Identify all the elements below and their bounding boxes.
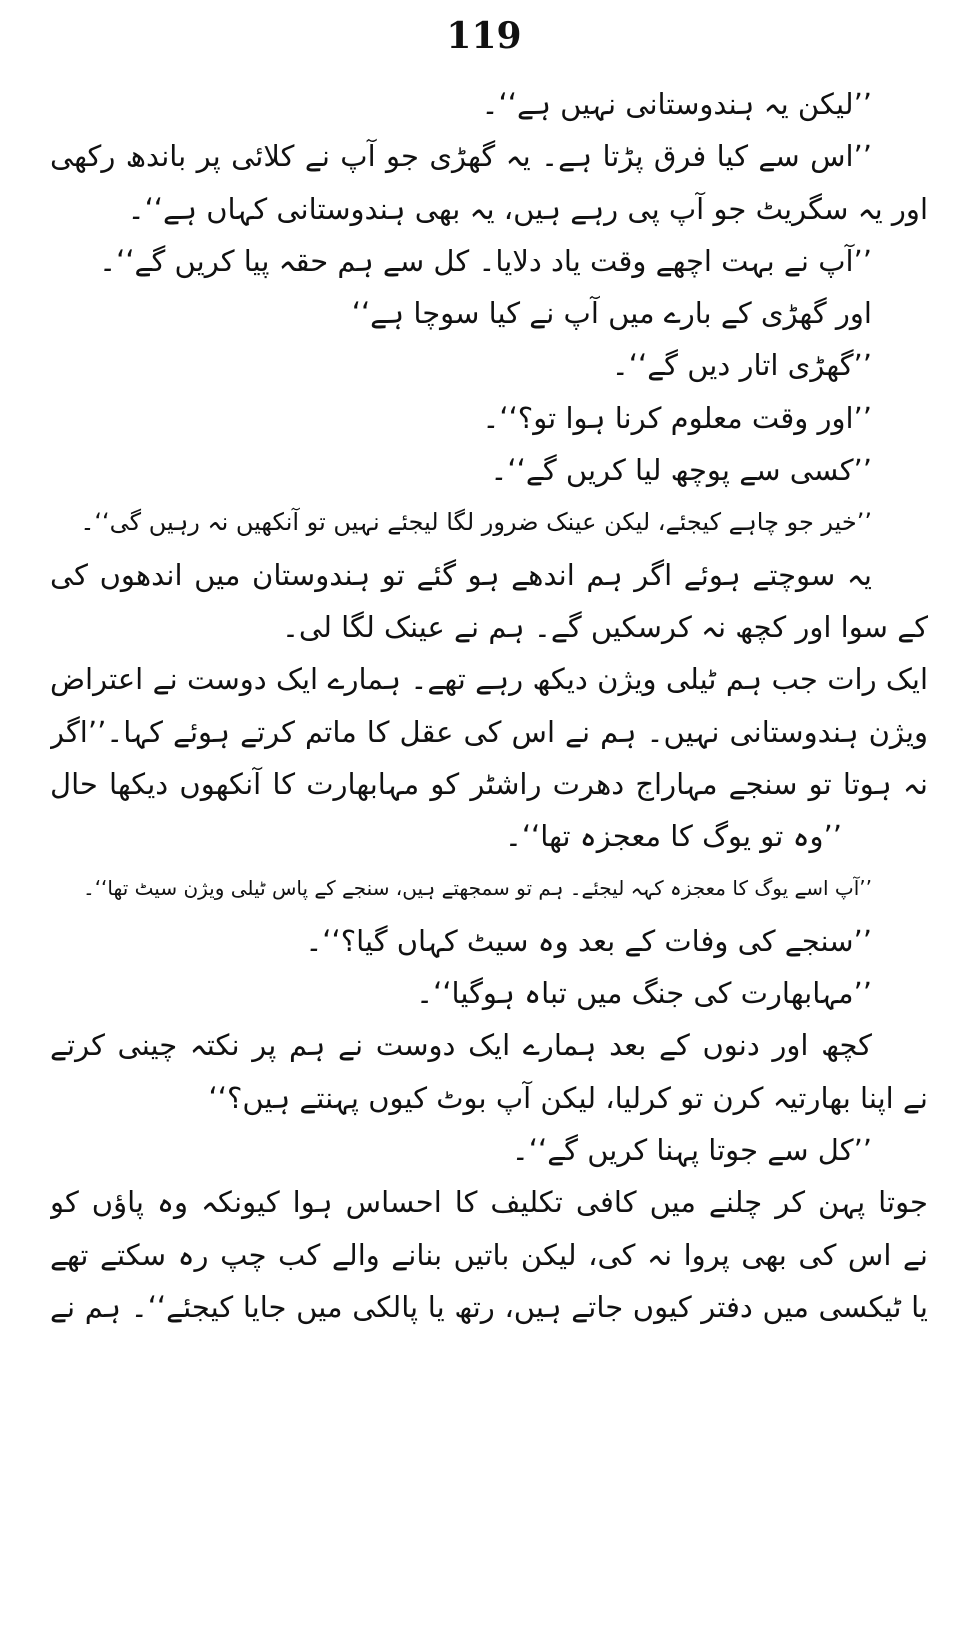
text-line: جوتا پہن کر چلنے میں کافی تکلیف کا احساس ہوا کیونکہ وہ پاؤں کو [50, 1185, 928, 1220]
text-line: یہ سوچتے ہوئے اگر ہم اندھے ہو گئے تو ہندوستان میں اندھوں کی [50, 557, 872, 592]
page-number: 119 [446, 15, 522, 57]
text-line: یا ٹیکسی میں دفتر کیوں جاتے ہیں، رتھ یا پالکی میں جایا کیجئے‘‘۔ ہم نے [50, 1289, 928, 1324]
text-line: کچھ اور دنوں کے بعد ہمارے ایک دوست نے ہم پر نکتہ چینی کرتے [50, 1028, 872, 1063]
text-line: ’’سنجے کی وفات کے بعد وہ سیٹ کہاں گیا؟‘‘۔ [305, 923, 872, 958]
text-line: ’’خیر جو چاہے کیجئے، لیکن عینک ضرور لگا لیجئے نہیں تو آنکھیں نہ رہیں گی‘‘۔ [80, 508, 872, 537]
text-line: ’’کل سے جوتا پہنا کریں گے‘‘۔ [511, 1132, 872, 1167]
text-line: ’’آپ اسے یوگ کا معجزہ کہہ لیجئے۔ ہم تو سمجھتے ہیں، سنجے کے پاس ٹیلی ویژن سیٹ تھا‘‘۔ [82, 876, 872, 901]
text-line: اور گھڑی کے بارے میں آپ نے کیا سوچا ہے‘‘ [351, 296, 872, 331]
text-line: نے اس کی بھی پروا نہ کی، لیکن باتیں بنانے والے کب چپ رہ سکتے تھے [50, 1237, 928, 1272]
text-line: ’’لیکن یہ ہندوستانی نہیں ہے‘‘۔ [481, 87, 872, 121]
text-line: ’’اس سے کیا فرق پڑتا ہے۔ یہ گھڑی جو آپ نے کلائی پر باندھ رکھی [50, 139, 872, 174]
text-line: ’’وہ تو یوگ کا معجزہ تھا‘‘۔ [504, 819, 842, 854]
text-line: ایک رات جب ہم ٹیلی ویژن دیکھ رہے تھے۔ ہمارے ایک دوست نے اعتراض [50, 662, 928, 697]
text-line: ’’آپ نے بہت اچھے وقت یاد دلایا۔ کل سے ہم حقہ پیا کریں گے‘‘۔ [99, 243, 872, 278]
text-line: ’’کسی سے پوچھ لیا کریں گے‘‘۔ [490, 453, 872, 488]
body-text [50, 78, 928, 1333]
text-line: نے اپنا بھارتیہ کرن تو کرلیا، لیکن آپ بوٹ کیوں پہنتے ہیں؟‘‘ [208, 1080, 928, 1115]
text-line: کے سوا اور کچھ نہ کرسکیں گے۔ ہم نے عینک لگا لی۔ [281, 609, 928, 644]
text-line: ’’گھڑی اتار دیں گے‘‘۔ [611, 348, 872, 383]
text-line: اور یہ سگریٹ جو آپ پی رہے ہیں، یہ بھی ہندوستانی کہاں ہے‘‘۔ [127, 191, 928, 226]
text-line: ’’اور وقت معلوم کرنا ہوا تو؟‘‘۔ [482, 400, 872, 435]
text-line: نہ ہوتا تو سنجے مہاراج دھرت راشٹر کو مہابھارت کا آنکھوں دیکھا حال [50, 766, 928, 801]
text-line: ’’مہابھارت کی جنگ میں تباہ ہوگیا‘‘۔ [416, 976, 872, 1011]
text-line: ویژن ہندوستانی نہیں۔ ہم نے اس کی عقل کا ماتم کرتے ہوئے کہا۔’’اگر [50, 714, 928, 749]
